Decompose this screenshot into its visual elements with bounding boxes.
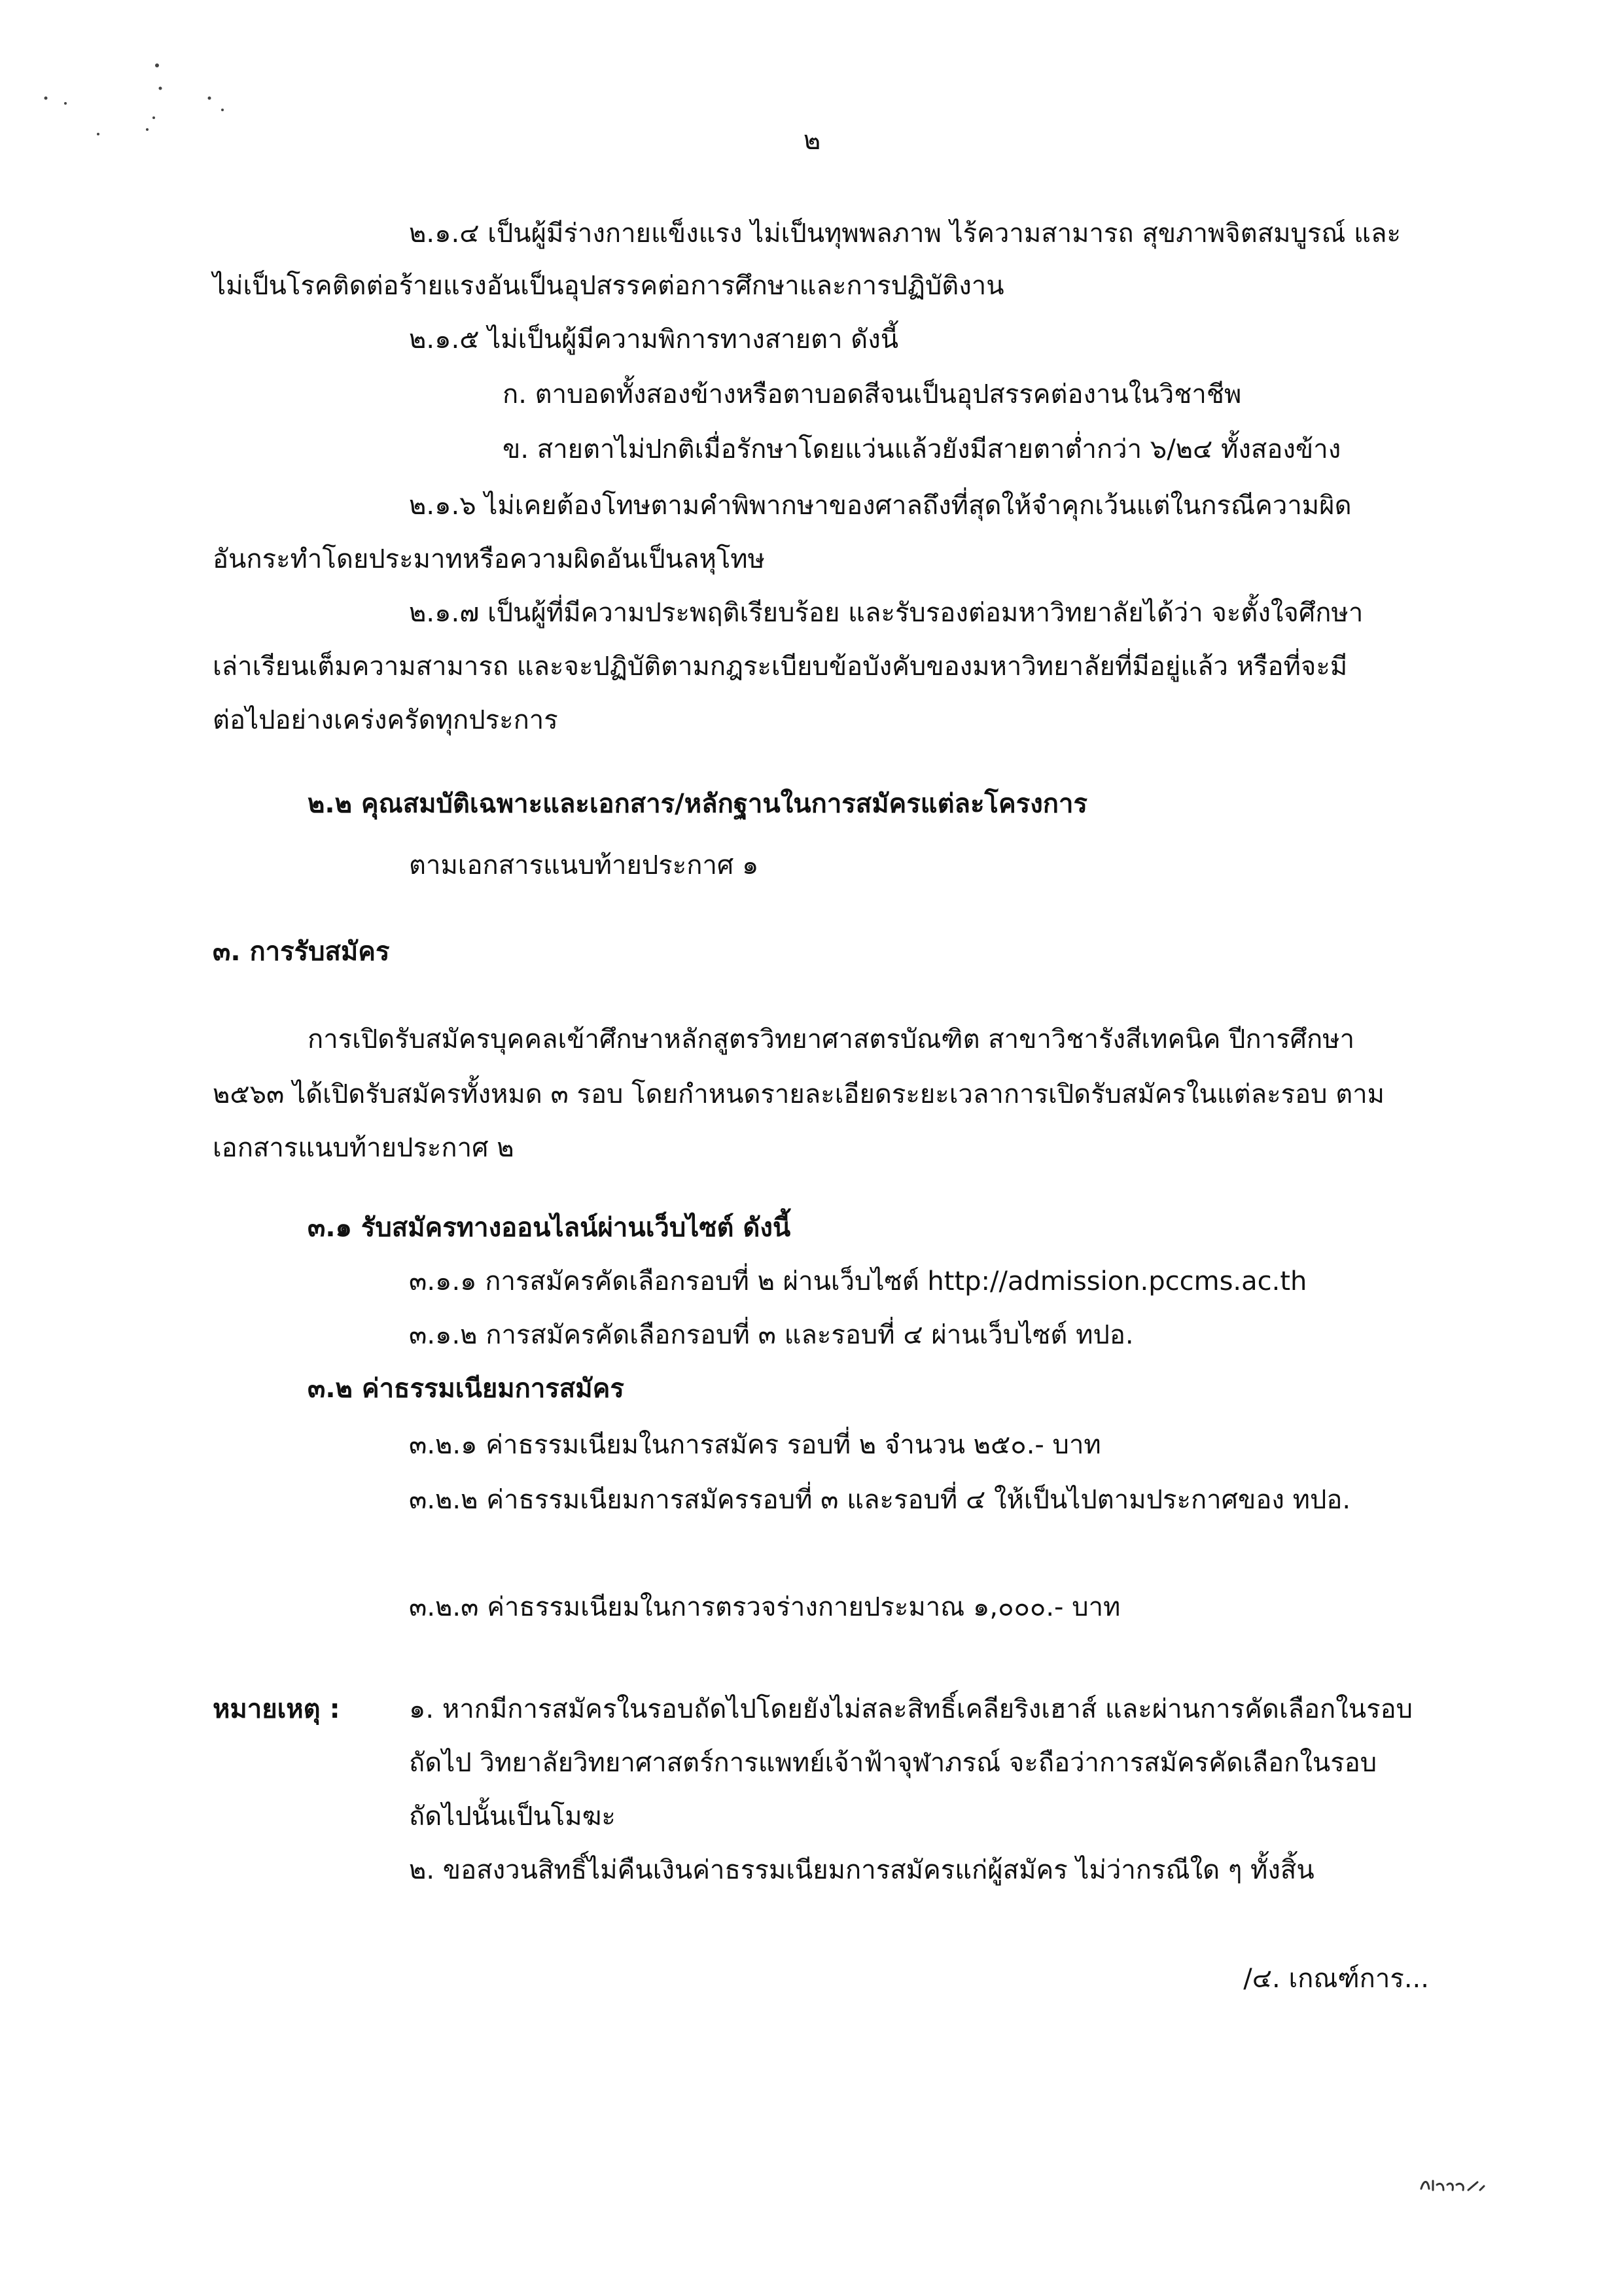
note-1: ๑. หากมีการสมัครในรอบถัดไปโดยยังไม่สละสิทธิ์เคลียริงเฮาส์ และผ่านการคัดเลือกในรอบ (409, 1694, 1413, 1724)
note-1-cont: ถัดไป วิทยาลัยวิทยาศาสตร์การแพทย์เจ้าฟ้าจุฬาภรณ์ จะถือว่าการสมัครคัดเลือกในรอบ (409, 1748, 1377, 1778)
note-1-cont2: ถัดไปนั้นเป็นโมฆะ (409, 1801, 616, 1832)
handwritten-initials (1415, 2170, 1493, 2197)
clause-2-1-5-b: ข. สายตาไม่ปกติเมื่อรักษาโดยแว่นแล้วยังมีสายตาต่ำกว่า ๖/๒๔ ทั้งสองข้าง (503, 434, 1341, 464)
clause-2-1-7-cont: เล่าเรียนเต็มความสามารถ และจะปฏิบัติตามกฎระเบียบข้อบังคับของมหาวิทยาลัยที่มีอยู่แล้ว หรือที่จะมี (213, 652, 1348, 682)
heading-3: ๓. การรับสมัคร (213, 937, 390, 967)
clause-2-1-4: ๒.๑.๔ เป็นผู้มีร่างกายแข็งแรง ไม่เป็นทุพพลภาพ ไร้ความสามารถ สุขภาพจิตสมบูรณ์ และ (409, 218, 1401, 249)
clause-3-2-1: ๓.๒.๑ ค่าธรรมเนียมในการสมัคร รอบที่ ๒ จำนวน ๒๕๐.- บาท (409, 1430, 1101, 1460)
clause-3-2-2: ๓.๒.๒ ค่าธรรมเนียมการสมัครรอบที่ ๓ และรอบที่ ๔ ให้เป็นไปตามประกาศของ ทปอ. (409, 1485, 1351, 1515)
heading-3-2: ๓.๒ ค่าธรรมเนียมการสมัคร (308, 1374, 624, 1404)
heading-2-2: ๒.๒ คุณสมบัติเฉพาะและเอกสาร/หลักฐานในการสมัครแต่ละโครงการ (308, 789, 1087, 819)
clause-3-2-3: ๓.๒.๓ ค่าธรรมเนียมในการตรวจร่างกายประมาณ ๑,๐๐๐.- บาท (409, 1592, 1121, 1622)
page-number: ๒ (803, 126, 821, 156)
continued-marker: /๔. เกณฑ์การ... (1243, 1964, 1429, 1994)
clause-2-1-7: ๒.๑.๗ เป็นผู้ที่มีความประพฤติเรียบร้อย และรับรองต่อมหาวิทยาลัยได้ว่า จะตั้งใจศึกษา (409, 598, 1364, 628)
clause-2-1-7-cont2: ต่อไปอย่างเคร่งครัดทุกประการ (213, 705, 558, 735)
heading-3-1: ๓.๑ รับสมัครทางออนไลน์ผ่านเว็บไซต์ ดังนี้ (308, 1213, 791, 1243)
clause-2-1-5-a: ก. ตาบอดทั้งสองข้างหรือตาบอดสีจนเป็นอุปสรรคต่องานในวิชาชีพ (503, 379, 1242, 409)
clause-3-1-1: ๓.๑.๑ การสมัครคัดเลือกรอบที่ ๒ ผ่านเว็บไซต์ http://admission.pccms.ac.th (409, 1266, 1307, 1296)
note-2: ๒. ขอสงวนสิทธิ์ไม่คืนเงินค่าธรรมเนียมการสมัครแก่ผู้สมัคร ไม่ว่ากรณีใด ๆ ทั้งสิ้น (409, 1855, 1315, 1885)
clause-2-1-6: ๒.๑.๖ ไม่เคยต้องโทษตามคำพิพากษาของศาลถึงที่สุดให้จำคุกเว้นแต่ในกรณีความผิด (409, 491, 1352, 521)
section-3-para: การเปิดรับสมัครบุคคลเข้าศึกษาหลักสูตรวิทยาศาสตรบัณฑิต สาขาวิชารังสีเทคนิค ปีการศึกษา (308, 1024, 1355, 1054)
clause-2-1-6-cont: อันกระทำโดยประมาทหรือความผิดอันเป็นลหุโทษ (213, 544, 766, 574)
clause-2-1-4-cont: ไม่เป็นโรคติดต่อร้ายแรงอันเป็นอุปสรรคต่อการศึกษาและการปฏิบัติงาน (213, 271, 1004, 301)
section-3-para-cont2: เอกสารแนบท้ายประกาศ ๒ (213, 1133, 514, 1163)
note-label: หมายเหตุ : (213, 1694, 340, 1724)
clause-2-1-5: ๒.๑.๕ ไม่เป็นผู้มีความพิการทางสายตา ดังนี้ (409, 324, 899, 355)
clause-3-1-2: ๓.๑.๒ การสมัครคัดเลือกรอบที่ ๓ และรอบที่ ๔ ผ่านเว็บไซต์ ทปอ. (409, 1320, 1134, 1350)
section-3-para-cont: ๒๕๖๓ ได้เปิดรับสมัครทั้งหมด ๓ รอบ โดยกำหนดรายละเอียดระยะเวลาการเปิดรับสมัครในแต่ละรอบ ตาม (213, 1079, 1385, 1109)
section-2-2-text: ตามเอกสารแนบท้ายประกาศ ๑ (409, 850, 759, 880)
